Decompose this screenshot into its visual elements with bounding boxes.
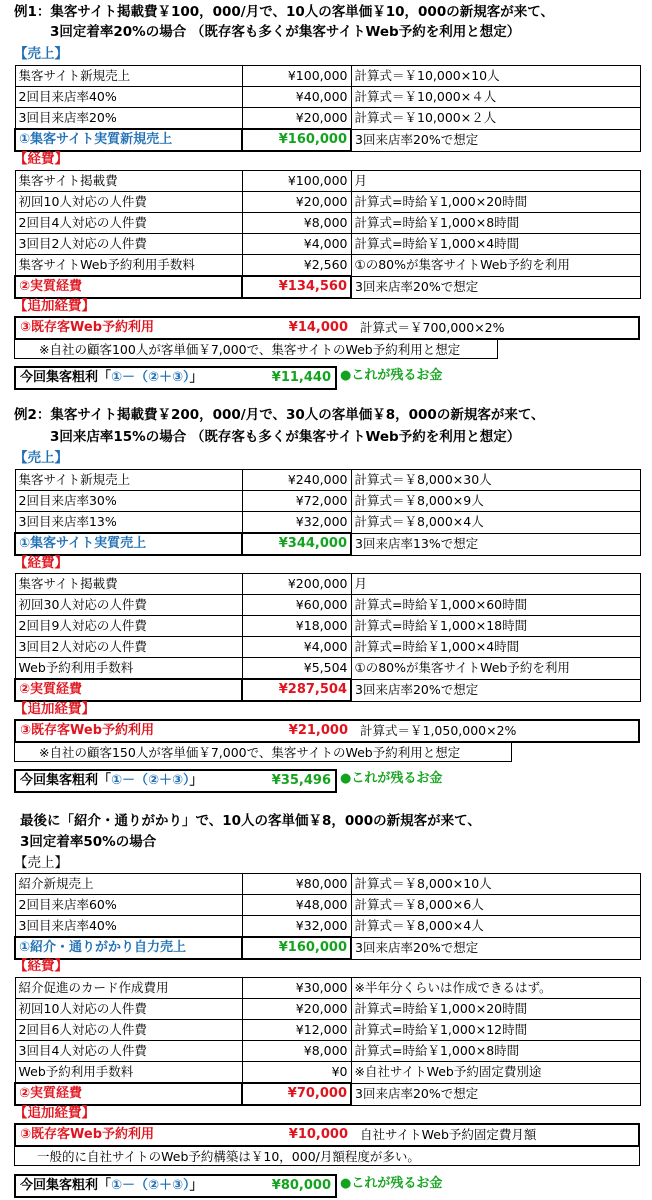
table-row	[15, 616, 640, 637]
expense-total-note: 3回来店率20%で想定	[351, 276, 640, 298]
expense-item: 2回目6人対応の人件費	[15, 1020, 242, 1041]
sales-total-amount: ¥344,000	[242, 533, 351, 555]
expense-total-item: ②実質経費	[15, 276, 242, 298]
extra-note: 自社サイトWeb予約固定費月額	[360, 1127, 537, 1142]
profit-amount: ¥80,000	[271, 1178, 331, 1193]
example2-profit-remark: ●これが残るお金	[340, 771, 443, 786]
expense-total-row	[15, 276, 640, 298]
sales-total-row	[15, 533, 640, 555]
example2-sales-table	[14, 469, 641, 556]
expense-amount: ¥100,000	[242, 171, 351, 192]
expense-item: 初回10人対応の人件費	[15, 192, 242, 213]
expense-item: 2回目4人対応の人件費	[15, 213, 242, 234]
sales-item: 紹介新規売上	[15, 874, 242, 895]
table-row	[15, 491, 640, 512]
expense-item: 2回目9人対応の人件費	[15, 616, 242, 637]
example2-expense-label: 【経費】	[14, 555, 68, 571]
expense-total-amount: ¥134,560	[242, 276, 351, 298]
expense-amount: ¥2,560	[242, 255, 351, 277]
extra-note: 計算式＝￥1,050,000×2%	[360, 723, 517, 738]
extra-item: ③既存客Web予約利用	[20, 320, 155, 335]
profit-label: 今回集客粗利「①－（②＋③）」	[20, 773, 203, 788]
sales-item: 集客サイト新規売上	[15, 66, 242, 87]
sales-total-item: ①集客サイト実質新規売上	[15, 129, 242, 151]
table-row	[15, 234, 640, 255]
expense-item: 集客サイトWeb予約利用手数料	[15, 255, 242, 277]
extra-item: ③既存客Web予約利用	[20, 1127, 155, 1142]
expense-amount: ¥4,000	[242, 637, 351, 658]
sales-item: 3回目来店率40%	[15, 916, 242, 938]
expense-note: 計算式=時給￥1,000×60時間	[351, 595, 640, 616]
sales-item: 2回目来店率40%	[15, 87, 242, 108]
example3-heading-line2: 3回定着率50%の場合	[20, 834, 157, 850]
expense-amount: ¥5,504	[242, 658, 351, 680]
expense-amount: ¥8,000	[242, 213, 351, 234]
expense-note: 計算式=時給￥1,000×20時間	[351, 999, 640, 1020]
example3-heading-line1: 最後に「紹介・通りがかり」で、10人の客単価￥8，000の新規客が来て、	[20, 813, 481, 829]
sales-item: 集客サイト新規売上	[15, 470, 242, 491]
example1-extra-note: ※自社の顧客100人が客単価￥7,000で、集客サイトのWeb予約利用と想定	[14, 339, 498, 359]
example1-sales-label: 【売上】	[14, 46, 68, 62]
table-row	[15, 895, 640, 916]
example1-heading-line1: 例1：集客サイト掲載費￥100，000/月で、10人の客単価￥10，000の新規客が来て、	[14, 4, 554, 20]
sales-note: 計算式＝￥10,000×２人	[351, 108, 640, 130]
table-row	[15, 171, 640, 192]
profit-amount: ¥11,440	[271, 370, 331, 385]
example1-expense-table	[14, 170, 641, 299]
expense-item: 初回30人対応の人件費	[15, 595, 242, 616]
example2-extra-row	[14, 719, 640, 743]
example1-extra-row	[14, 316, 640, 340]
table-row	[15, 108, 640, 130]
expense-total-item: ②実質経費	[15, 679, 242, 701]
expense-amount: ¥12,000	[242, 1020, 351, 1041]
example3-profit-row	[14, 1174, 337, 1198]
table-row	[15, 1041, 640, 1062]
table-row	[15, 874, 640, 895]
expense-item: 集客サイト掲載費	[15, 171, 242, 192]
table-row	[15, 1062, 640, 1084]
expense-item: 3回目2人対応の人件費	[15, 234, 242, 255]
expense-amount: ¥20,000	[242, 192, 351, 213]
sales-note: 計算式＝￥8,000×10人	[351, 874, 640, 895]
expense-note: ※自社サイトWeb予約固定費別途	[351, 1062, 640, 1084]
example3-expense-table	[14, 977, 641, 1106]
example3-extra-note: 一般的に自社サイトのWeb予約構築は￥10，000/月額程度が多い。	[14, 1146, 640, 1166]
expense-amount: ¥0	[242, 1062, 351, 1084]
table-row	[15, 999, 640, 1020]
sales-item: 3回目来店率13%	[15, 512, 242, 534]
sales-amount: ¥20,000	[242, 108, 351, 130]
example2-sales-label: 【売上】	[14, 450, 68, 466]
expense-note: 計算式=時給￥1,000×8時間	[351, 213, 640, 234]
table-row	[15, 66, 640, 87]
expense-note: 計算式=時給￥1,000×4時間	[351, 637, 640, 658]
expense-amount: ¥18,000	[242, 616, 351, 637]
expense-amount: ¥4,000	[242, 234, 351, 255]
table-row	[15, 512, 640, 534]
expense-total-note: 3回来店率20%で想定	[351, 679, 640, 701]
example2-heading-line2: 3回来店率15%の場合 （既存客も多くが集客サイトWeb予約を利用と想定）	[50, 429, 521, 445]
sales-note: 計算式＝￥8,000×30人	[351, 470, 640, 491]
expense-note: 計算式=時給￥1,000×18時間	[351, 616, 640, 637]
table-row	[15, 192, 640, 213]
sales-amount: ¥80,000	[242, 874, 351, 895]
extra-amount: ¥14,000	[288, 320, 348, 335]
sales-item: 2回目来店率60%	[15, 895, 242, 916]
expense-note: 計算式=時給￥1,000×12時間	[351, 1020, 640, 1041]
expense-amount: ¥200,000	[242, 574, 351, 595]
example2-heading-line1: 例2：集客サイト掲載費￥200，000/月で、30人の客単価￥8，000の新規客が来て、	[14, 407, 545, 423]
sales-total-item: ①集客サイト実質売上	[15, 533, 242, 555]
example2-profit-row	[14, 769, 337, 793]
expense-note: 月	[351, 574, 640, 595]
expense-note: ※半年分くらいは作成できるはず。	[351, 978, 640, 999]
sales-note: 計算式＝￥8,000×4人	[351, 512, 640, 534]
expense-total-row	[15, 679, 640, 701]
sales-amount: ¥72,000	[242, 491, 351, 512]
sales-item: 3回目来店率20%	[15, 108, 242, 130]
example2-extra-note: ※自社の顧客150人が客単価￥7,000で、集客サイトのWeb予約利用と想定	[14, 742, 512, 762]
profit-label: 今回集客粗利「①－（②＋③）」	[20, 1178, 203, 1193]
profit-amount: ¥35,496	[271, 773, 331, 788]
extra-amount: ¥10,000	[288, 1127, 348, 1142]
sales-total-item: ①紹介・通りがかり自力売上	[15, 937, 242, 959]
expense-item: 3回目4人対応の人件費	[15, 1041, 242, 1062]
expense-note: 計算式=時給￥1,000×8時間	[351, 1041, 640, 1062]
example3-sales-table	[14, 873, 641, 960]
sales-total-note: 3回来店率20%で想定	[351, 937, 640, 959]
extra-amount: ¥21,000	[288, 723, 348, 738]
sales-note: 計算式＝￥8,000×9人	[351, 491, 640, 512]
expense-amount: ¥30,000	[242, 978, 351, 999]
expense-amount: ¥20,000	[242, 999, 351, 1020]
sales-note: 計算式＝￥8,000×4人	[351, 916, 640, 938]
sales-total-amount: ¥160,000	[242, 937, 351, 959]
table-row	[15, 574, 640, 595]
example3-extra-row	[14, 1123, 640, 1147]
sales-note: 計算式＝￥10,000×10人	[351, 66, 640, 87]
profit-label: 今回集客粗利「①－（②＋③）」	[20, 370, 203, 385]
table-row	[15, 213, 640, 234]
table-row	[15, 595, 640, 616]
example3-extra-label: 【追加経費】	[14, 1105, 95, 1121]
expense-item: 集客サイト掲載費	[15, 574, 242, 595]
table-row	[15, 470, 640, 491]
sales-amount: ¥100,000	[242, 66, 351, 87]
expense-note: ①の80%が集客サイトWeb予約を利用	[351, 255, 640, 277]
expense-note: 計算式=時給￥1,000×20時間	[351, 192, 640, 213]
expense-amount: ¥8,000	[242, 1041, 351, 1062]
expense-amount: ¥60,000	[242, 595, 351, 616]
table-row	[15, 1020, 640, 1041]
sales-total-note: 3回来店率13%で想定	[351, 533, 640, 555]
table-row	[15, 637, 640, 658]
expense-total-amount: ¥287,504	[242, 679, 351, 701]
table-row	[15, 658, 640, 680]
table-row	[15, 916, 640, 938]
example1-heading-line2: 3回定着率20%の場合 （既存客も多くが集客サイトWeb予約を利用と想定）	[50, 24, 521, 40]
expense-item: 紹介促進のカード作成費用	[15, 978, 242, 999]
example2-extra-label: 【追加経費】	[14, 701, 95, 717]
expense-total-amount: ¥70,000	[242, 1083, 351, 1105]
sales-note: 計算式＝￥8,000×6人	[351, 895, 640, 916]
sales-amount: ¥40,000	[242, 87, 351, 108]
expense-note: ①の80%が集客サイトWeb予約を利用	[351, 658, 640, 680]
extra-note: 計算式＝￥700,000×2%	[360, 320, 505, 335]
expense-total-note: 3回来店率20%で想定	[351, 1083, 640, 1105]
sales-total-row	[15, 129, 640, 151]
sales-total-row	[15, 937, 640, 959]
expense-total-row	[15, 1083, 640, 1105]
example1-profit-row	[14, 366, 337, 390]
example2-expense-table	[14, 573, 641, 702]
sales-item: 2回目来店率30%	[15, 491, 242, 512]
expense-item: Web予約利用手数料	[15, 658, 242, 680]
expense-note: 計算式=時給￥1,000×4時間	[351, 234, 640, 255]
expense-note: 月	[351, 171, 640, 192]
sales-amount: ¥32,000	[242, 916, 351, 938]
sales-amount: ¥32,000	[242, 512, 351, 534]
sales-total-note: 3回来店率20%で想定	[351, 129, 640, 151]
table-row	[15, 978, 640, 999]
example1-profit-remark: ●これが残るお金	[340, 368, 443, 383]
expense-total-item: ②実質経費	[15, 1083, 242, 1105]
expense-item: Web予約利用手数料	[15, 1062, 242, 1084]
table-row	[15, 87, 640, 108]
expense-item: 3回目2人対応の人件費	[15, 637, 242, 658]
sales-amount: ¥240,000	[242, 470, 351, 491]
example1-extra-label: 【追加経費】	[14, 298, 95, 314]
sales-total-amount: ¥160,000	[242, 129, 351, 151]
table-row	[15, 255, 640, 277]
example3-expense-label: 【経費】	[14, 958, 68, 974]
example3-profit-remark: ●これが残るお金	[340, 1176, 443, 1191]
sales-note: 計算式＝￥10,000×４人	[351, 87, 640, 108]
example1-sales-table	[14, 65, 641, 152]
example3-sales-label: 【売上】	[14, 855, 68, 871]
extra-item: ③既存客Web予約利用	[20, 723, 155, 738]
expense-item: 初回10人対応の人件費	[15, 999, 242, 1020]
sales-amount: ¥48,000	[242, 895, 351, 916]
example1-expense-label: 【経費】	[14, 151, 68, 167]
